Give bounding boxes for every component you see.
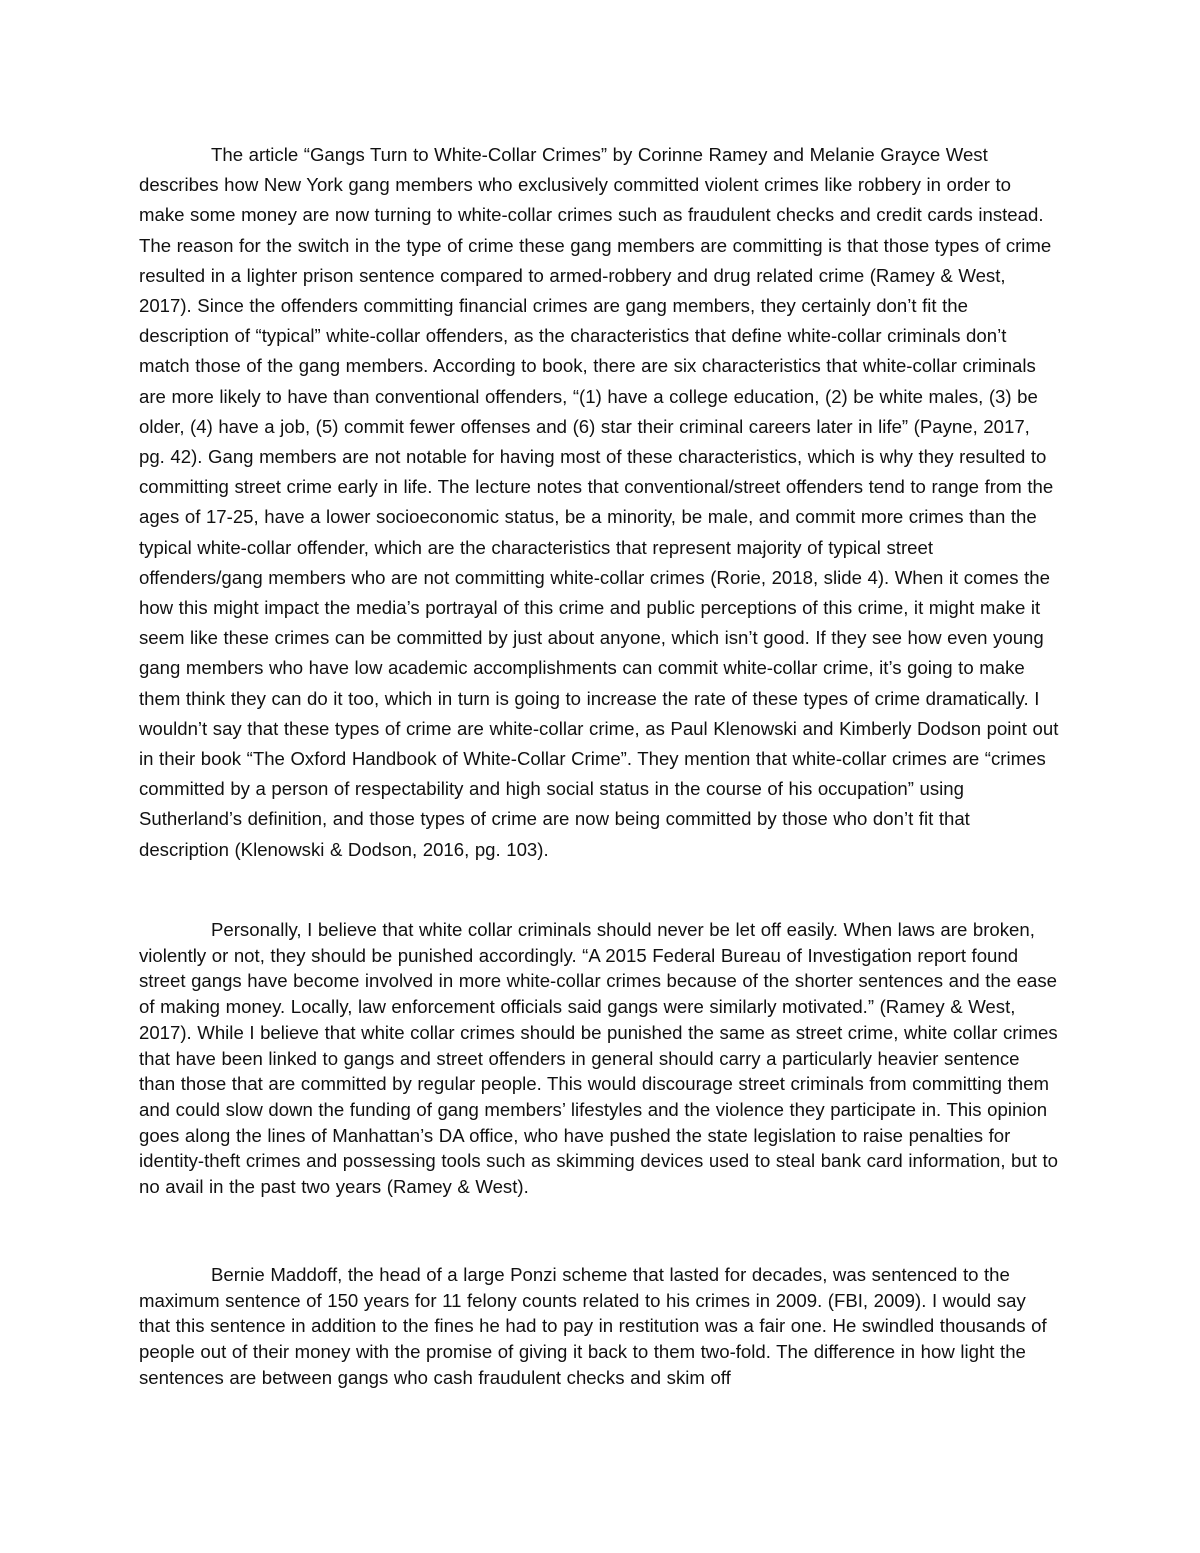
paragraph-personal-opinion: Personally, I believe that white collar criminals should never be let off easily. When laws are broken, violently or not, they should be punished accordingly. “A 2015 Federal Bureau of Investigation report found street gangs have become involved in more white-collar crimes because of the shorter sentences and the ease of making money. Locally, law enforcement officials said gangs were similarly motivated.” (Ramey & West, 2017). While I believe that white collar crimes should be punished the same as street crime, white collar crimes that have been linked to gangs and street offenders in general should carry a particularly heavier sentence than those that are committed by regular people. This would discourage street criminals from committing them and could slow down the funding of gang members’ lifestyles and the violence they participate in. This opinion goes along the lines of Manhattan’s DA office, who have pushed the state legislation to raise penalties for identity-theft crimes and possessing tools such as skimming devices used to steal bank card information, but to no avail in the past two years (Ramey & West). xyxy=(139,919,1058,1198)
paragraph-madoff-example: Bernie Maddoff, the head of a large Ponzi scheme that lasted for decades, was sentenced to the maximum sentence of 150 years for 11 felony counts related to his crimes in 2009. (FBI, 2009). I would say that this sentence in addition to the fines he had to pay in restitution was a fair one. He swindled thousands of people out of their money with the promise of giving it back to them two-fold. The difference in how light the sentences are between gangs who cash fraudulent checks and skim off xyxy=(139,1264,1047,1388)
paragraph-gangs-article-summary: The article “Gangs Turn to White-Collar Crimes” by Corinne Ramey and Melanie Grayce West describes how New York gang members who exclusively committed violent crimes like robbery in order to make some money are now turning to white-collar crimes such as fraudulent checks and credit cards instead. The reason for the switch in the type of crime these gang members are committing is that those types of crime resulted in a lighter prison sentence compared to armed-robbery and drug related crime (Ramey & West, 2017). Since the offenders committing financial crimes are gang members, they certainly don’t fit the description of “typical” white-collar offenders, as the characteristics that define white-collar criminals don’t match those of the gang members. According to book, there are six characteristics that white-collar criminals are more likely to have than conventional offenders, “(1) have a college education, (2) be white males, (3) be older, (4) have a job, (5) commit fewer offenses and (6) star their criminal careers later in life” (Payne, 2017, pg. 42). Gang members are not notable for having most of these characteristics, which is why they resulted to committing street crime early in life. The lecture notes that conventional/street offenders tend to range from the ages of 17-25, have a lower socioeconomic status, be a minority, be male, and commit more crimes than the typical white-collar offender, which are the characteristics that represent majority of typical street offenders/gang members who are not committing white-collar crimes (Rorie, 2018, slide 4). When it comes the how this might impact the media’s portrayal of this crime and public perceptions of this crime, it might make it seem like these crimes can be committed by just about anyone, which isn’t good. If they see how even young gang members who have low academic accomplishments can commit white-collar crime, it’s going to make them think they can do it too, which in turn is going to increase the rate of these types of crime dramatically. I wouldn’t say that these types of crime are white-collar crime, as Paul Klenowski and Kimberly Dodson point out in their book “The Oxford Handbook of White-Collar Crime”. They mention that white-collar crimes are “crimes committed by a person of respectability and high social status in the course of his occupation” using Sutherland’s definition, and those types of crime are now being committed by those who don’t fit that description (Klenowski & Dodson, 2016, pg. 103). xyxy=(139,144,1059,860)
